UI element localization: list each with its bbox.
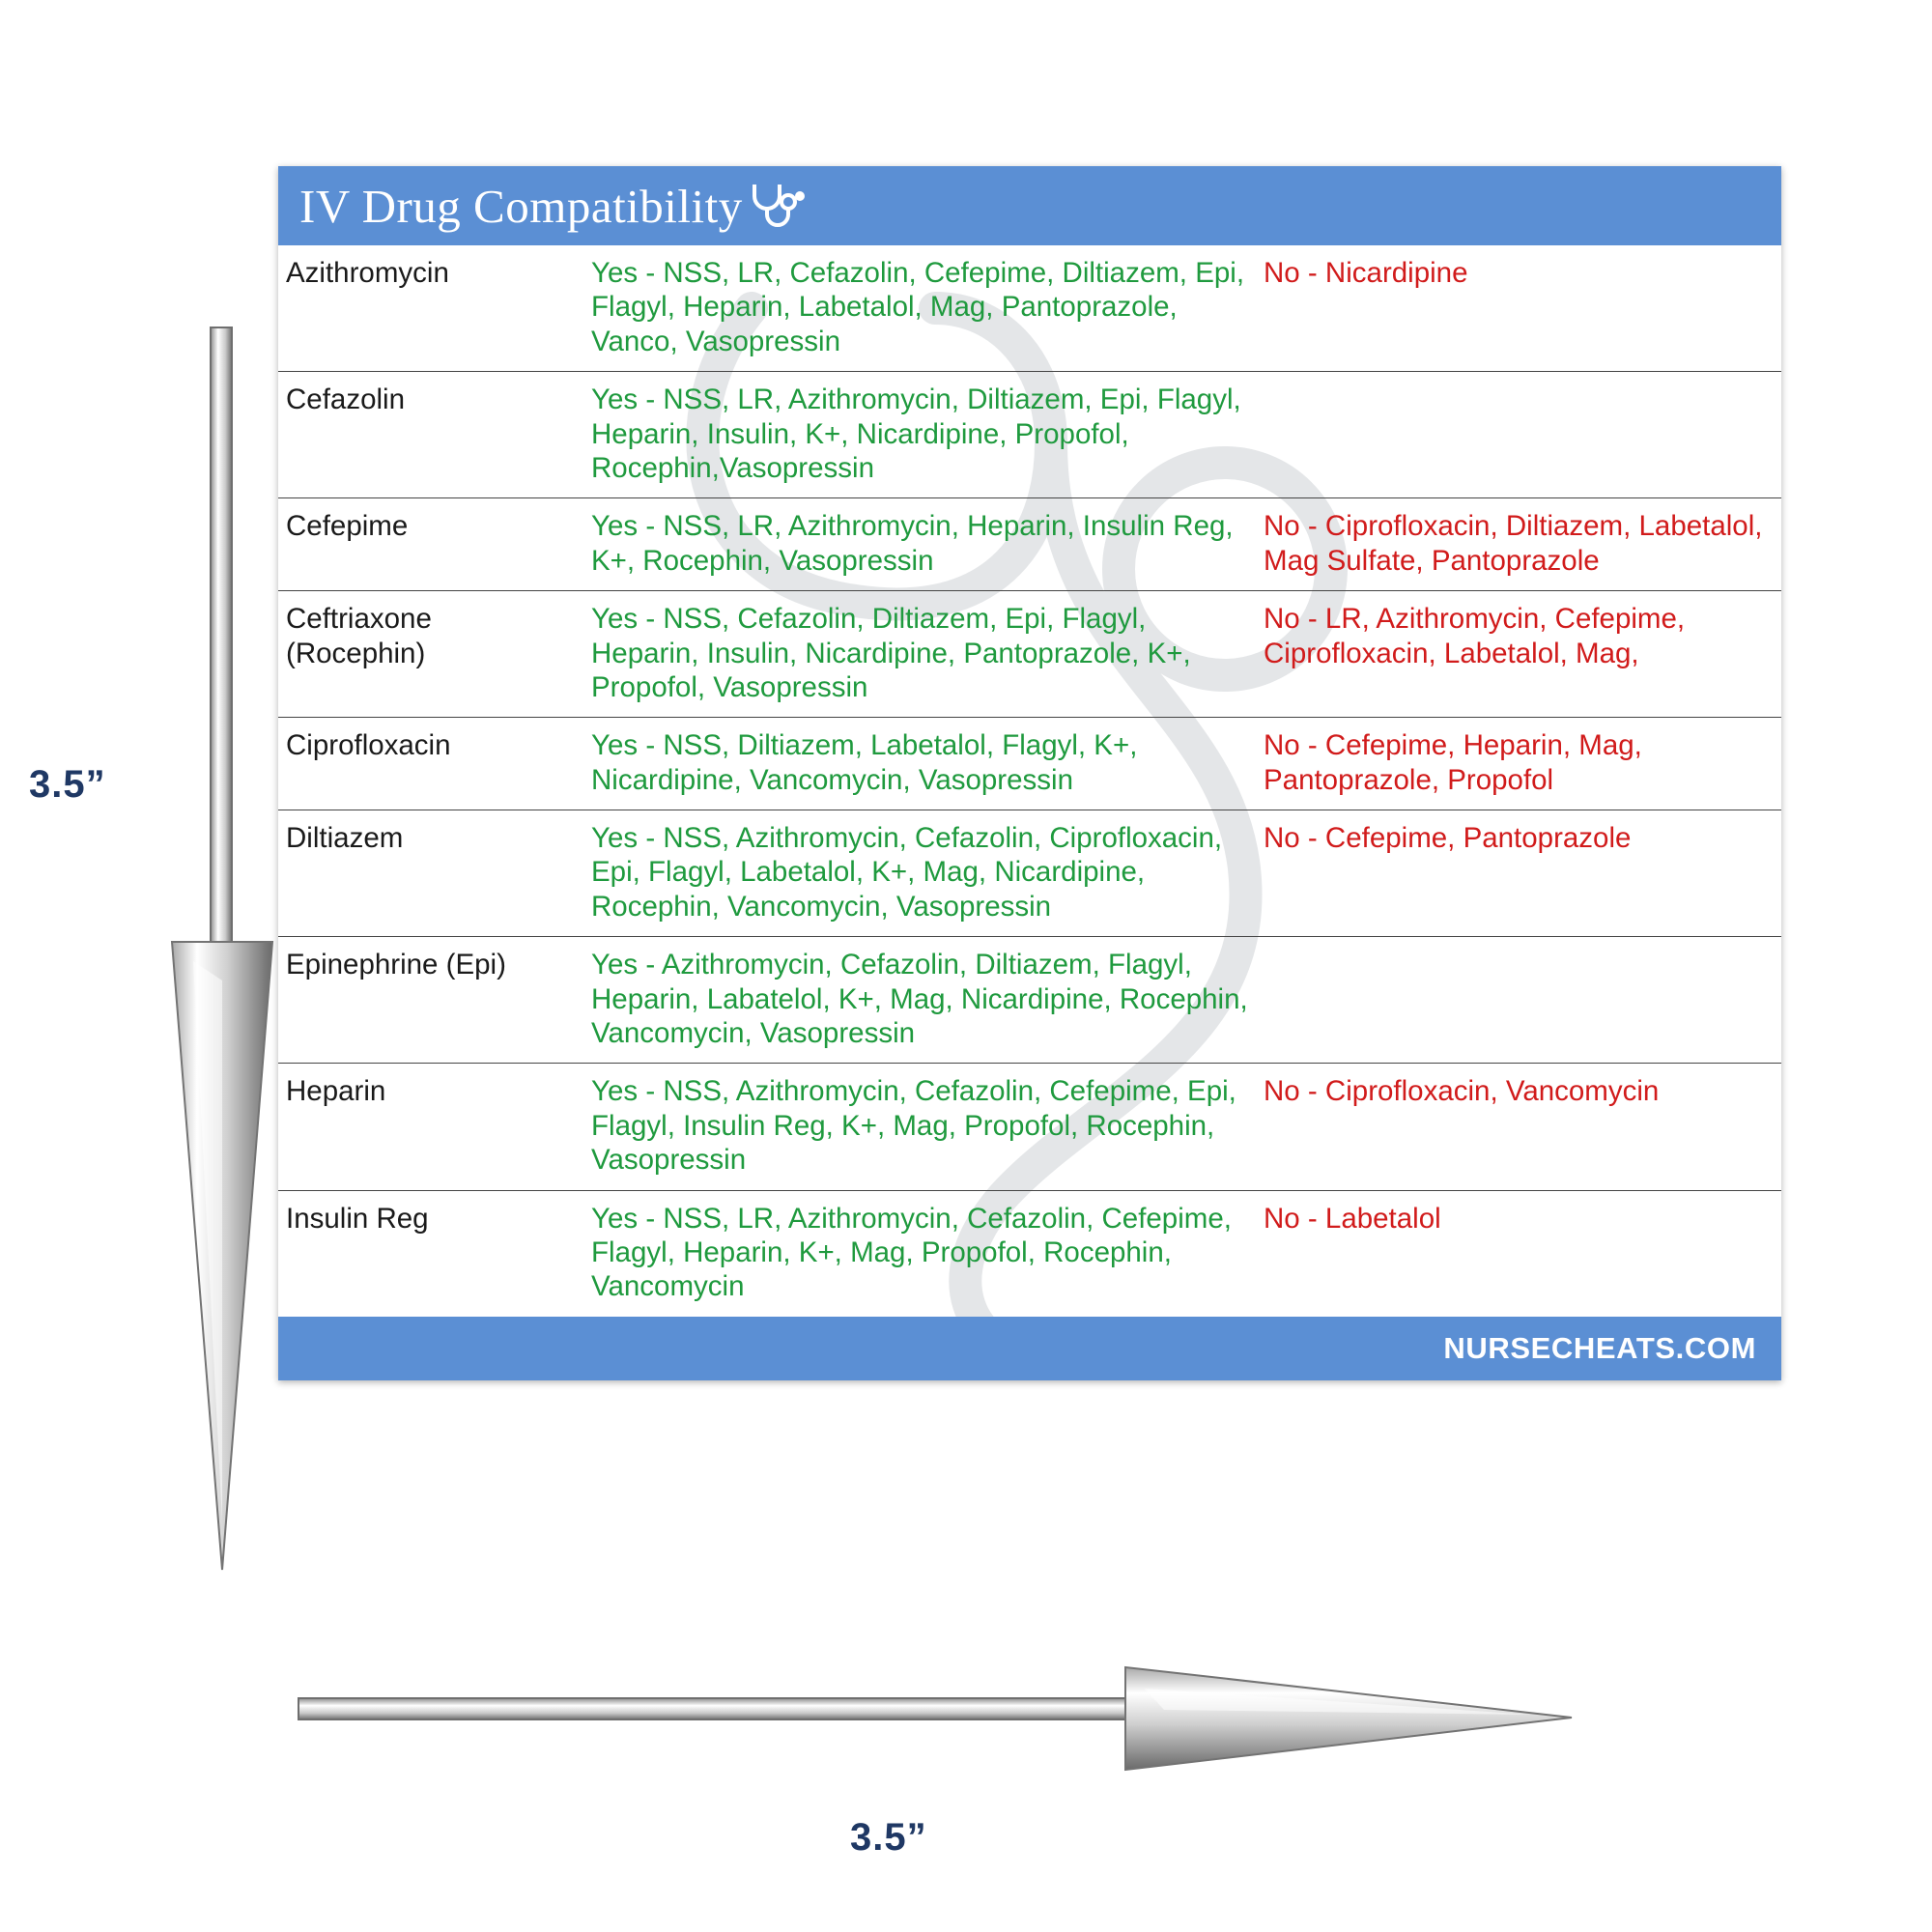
table-wrapper [278,245,1781,1317]
incompatible-list: No - Labetalol [1264,1202,1441,1235]
drug-name: Ceftriaxone (Rocephin) [286,603,432,669]
drug-name: Insulin Reg [286,1202,429,1235]
drug-name: Cefazolin [286,384,405,416]
iv-drug-compatibility-card [278,166,1781,1380]
compatible-list: Yes - NSS, LR, Azithromycin, Diltiazem, Epi, Flagyl, Heparin, Insulin, K+, Nicardipine, Propofol, Rocephin,Vasopressin [591,384,1241,484]
site-attribution: NURSECHEATS.COM [1443,1330,1756,1365]
horizontal-dimension-label: 3.5” [850,1816,927,1859]
stethoscope-icon [749,181,805,236]
compatible-list: Yes - NSS, LR, Azithromycin, Cefazolin, Cefepime, Flagyl, Heparin, K+, Mag, Propofol, Rocephin, Vancomycin [591,1202,1232,1303]
table-row [278,591,1781,718]
table-row [278,245,1781,372]
drug-name: Ciprofloxacin [286,729,451,762]
incompatible-list: No - Cefepime, Heparin, Mag, Pantoprazole, Propofol [1264,729,1642,796]
drug-name: Azithromycin [286,257,449,289]
table-row [278,372,1781,498]
table-row [278,1190,1781,1317]
compatible-list: Yes - NSS, Diltiazem, Labetalol, Flagyl, K+, Nicardipine, Vancomycin, Vasopressin [591,729,1138,796]
compatible-list: Yes - NSS, LR, Azithromycin, Heparin, Insulin Reg, K+, Rocephin, Vasopressin [591,510,1234,577]
compatible-list: Yes - NSS, Azithromycin, Cefazolin, Cefepime, Epi, Flagyl, Insulin Reg, K+, Mag, Propofol, Rocephin, Vasopressin [591,1075,1236,1177]
drug-name: Epinephrine (Epi) [286,949,506,981]
vertical-dimension-label: 3.5” [29,763,106,806]
card-header [278,166,1781,245]
incompatible-list [1256,937,1781,1064]
drug-name: Diltiazem [286,822,404,855]
table-row [278,718,1781,810]
compatible-list: Yes - NSS, Cefazolin, Diltiazem, Epi, Flagyl, Heparin, Insulin, Nicardipine, Pantoprazole, K+, Propofol, Vasopressin [591,603,1191,703]
drug-name: Heparin [286,1075,386,1108]
incompatible-list [1256,372,1781,498]
compatible-list: Yes - NSS, Azithromycin, Cefazolin, Ciprofloxacin, Epi, Flagyl, Labetalol, K+, Mag, Nicardipine, Rocephin, Vancomycin, Vasopressin [591,822,1223,923]
incompatible-list: No - Cefepime, Pantoprazole [1264,822,1632,855]
compatible-list: Yes - Azithromycin, Cefazolin, Diltiazem, Flagyl, Heparin, Labatelol, K+, Mag, Nicardipine, Rocephin, Vancomycin, Vasopressin [591,949,1248,1050]
compatible-list: Yes - NSS, LR, Cefazolin, Cefepime, Diltiazem, Epi, Flagyl, Heparin, Labetalol, Mag, Pantoprazole, Vanco, Vasopressin [591,257,1245,357]
incompatible-list: No - Ciprofloxacin, Vancomycin [1264,1075,1660,1108]
horizontal-dimension-arrow [295,1662,1579,1826]
incompatible-list: No - Nicardipine [1264,257,1468,289]
table-row [278,937,1781,1064]
table-row [278,810,1781,937]
table-row [278,1064,1781,1190]
incompatible-list: No - Ciprofloxacin, Diltiazem, Labetalol, Mag Sulfate, Pantoprazole [1264,510,1763,577]
incompatible-list: No - LR, Azithromycin, Cefepime, Ciprofloxacin, Labetalol, Mag, [1264,603,1686,669]
compatibility-table [278,245,1781,1317]
card-footer [278,1317,1781,1380]
drug-name: Cefepime [286,510,409,543]
page-title: IV Drug Compatibility [299,179,743,233]
table-row [278,498,1781,591]
